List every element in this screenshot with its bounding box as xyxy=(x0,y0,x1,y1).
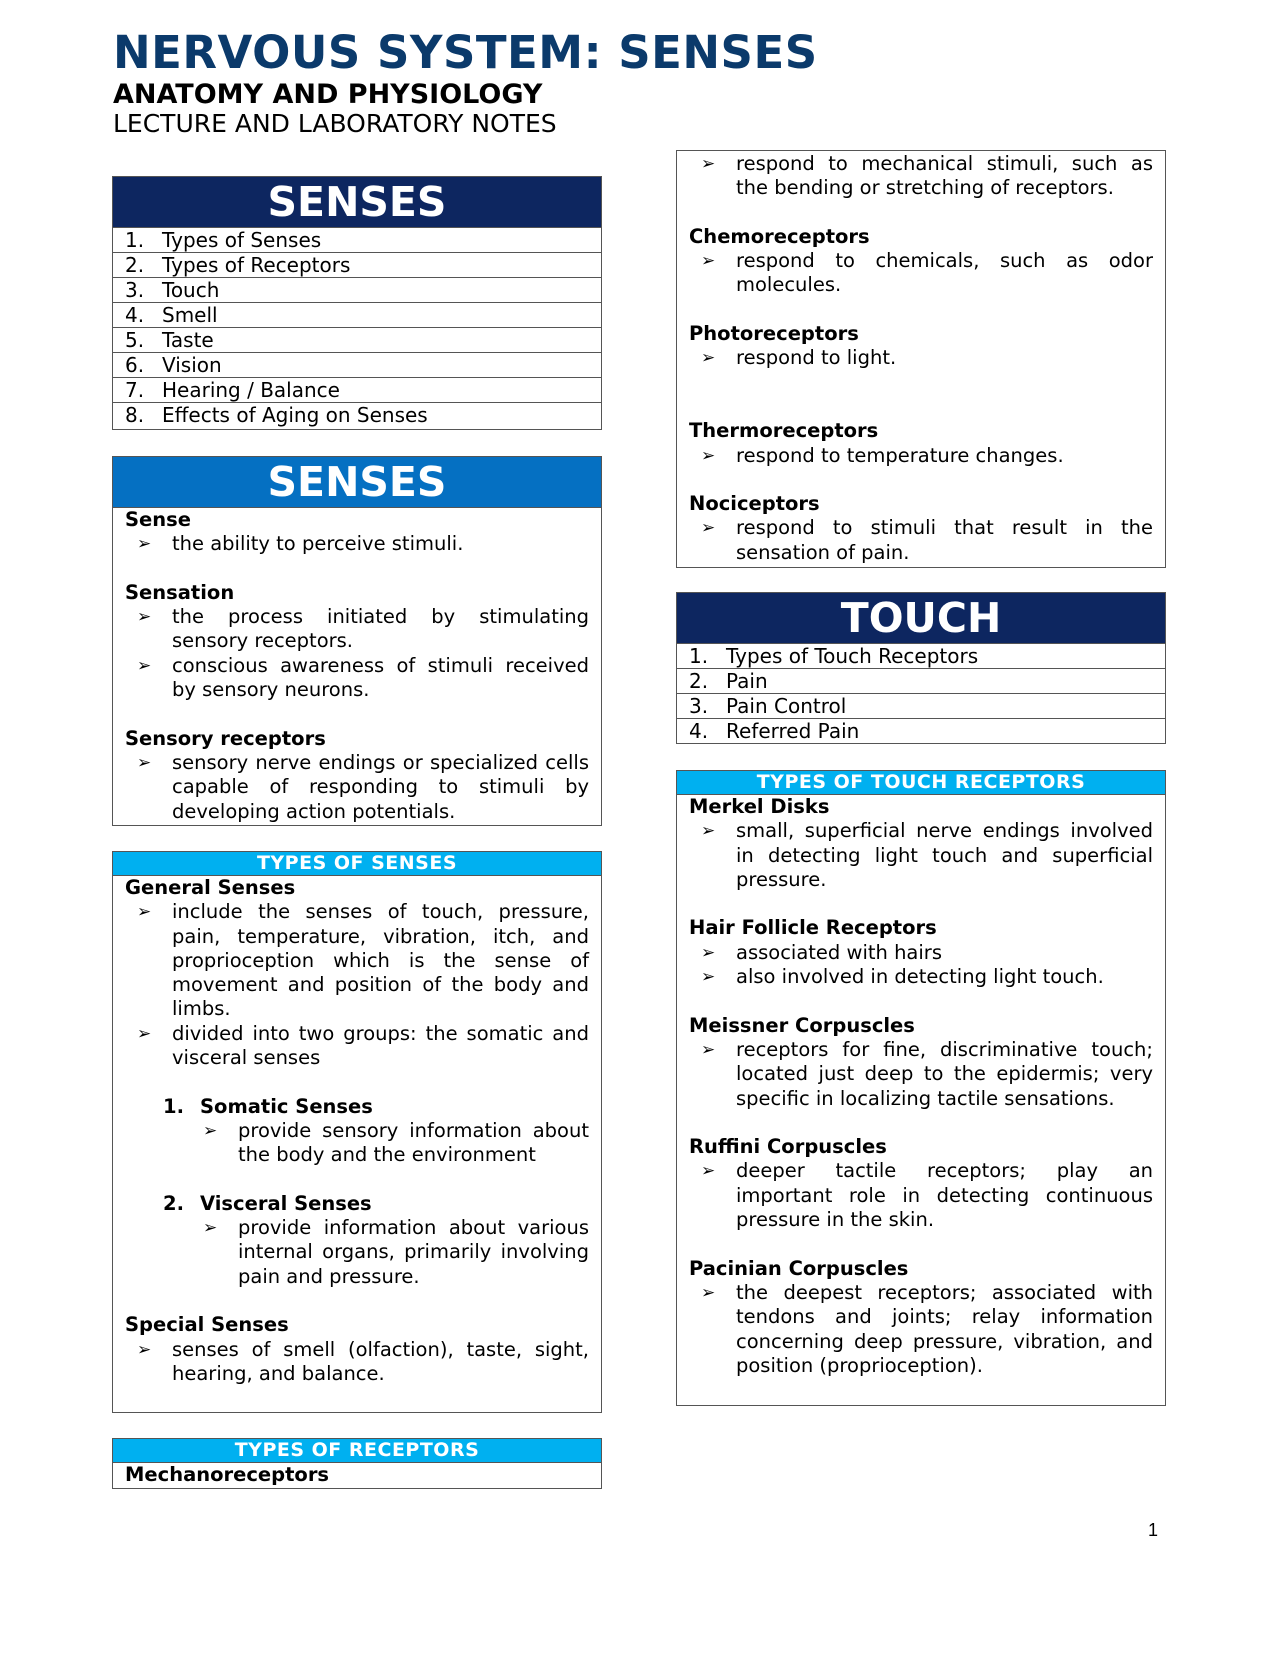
touch-toc-list xyxy=(677,643,1165,743)
toc-item: 3. Pain Control xyxy=(677,693,1165,718)
bullet-item: ➢ senses of smell (olfaction), taste, sight, hearing, and balance. xyxy=(137,1337,589,1385)
senses-definition-box xyxy=(112,456,602,826)
types-of-senses-content xyxy=(113,876,601,1386)
arrow-bullet-icon: ➢ xyxy=(701,1282,716,1303)
bullet-item: ➢ the ability to perceive stimuli. xyxy=(137,532,464,556)
toc-item: 4. Referred Pain xyxy=(677,718,1165,743)
senses-definition-content xyxy=(113,508,601,824)
term-hair-follicle-receptors: Hair Follicle Receptors xyxy=(689,916,937,940)
senses-toc-title: SENSES xyxy=(113,177,601,227)
bullet-item: ➢ provide information about various internal organs, primarily involving pain and pressure. xyxy=(203,1216,589,1288)
bullet-item: ➢ include the senses of touch, pressure, pain, temperature, vibration, itch, and proprioception which is the sense of movement and position of the body and limbs. xyxy=(137,900,589,1021)
page-number: 1 xyxy=(1148,1520,1159,1540)
types-of-touch-receptors-title: TYPES OF TOUCH RECEPTORS xyxy=(677,771,1165,795)
page-subtitle-2: LECTURE AND LABORATORY NOTES xyxy=(113,109,557,138)
term-thermoreceptors: Thermoreceptors xyxy=(689,419,879,443)
toc-item: 2. Pain xyxy=(677,668,1165,693)
bullet-item: ➢ provide sensory information about the body and the environment xyxy=(203,1118,589,1167)
bullet-item: ➢ receptors for fine, discriminative touch; located just deep to the epidermis; very specific in localizing tactile sensations. xyxy=(701,1037,1153,1110)
toc-item: 1. Types of Senses xyxy=(113,227,601,252)
arrow-bullet-icon: ➢ xyxy=(701,1039,716,1060)
bullet-item: ➢ the process initiated by stimulating sensory receptors. xyxy=(137,605,589,653)
arrow-bullet-icon: ➢ xyxy=(137,655,152,676)
arrow-bullet-icon: ➢ xyxy=(137,1023,152,1044)
arrow-bullet-icon: ➢ xyxy=(137,1339,152,1360)
touch-toc-title: TOUCH xyxy=(677,593,1165,643)
term-photoreceptors: Photoreceptors xyxy=(689,322,859,346)
bullet-item: ➢ sensory nerve endings or specialized cells capable of responding to stimuli by developing action potentials. xyxy=(137,750,589,823)
arrow-bullet-icon: ➢ xyxy=(701,821,716,842)
toc-item: 7. Hearing / Balance xyxy=(113,377,601,402)
bullet-item: ➢ respond to temperature changes. xyxy=(701,443,1064,467)
types-of-senses-title: TYPES OF SENSES xyxy=(113,852,601,876)
bullet-item: ➢ deeper tactile receptors; play an important role in detecting continuous pressure in the skin. xyxy=(701,1159,1153,1232)
arrow-bullet-icon: ➢ xyxy=(203,1120,218,1141)
arrow-bullet-icon: ➢ xyxy=(701,967,716,988)
types-of-receptors-continued-box xyxy=(676,150,1166,568)
arrow-bullet-icon: ➢ xyxy=(701,518,716,539)
bullet-item: ➢ conscious awareness of stimuli received by sensory neurons. xyxy=(137,653,589,702)
toc-item: 3. Touch xyxy=(113,277,601,302)
toc-item: 8. Effects of Aging on Senses xyxy=(113,402,601,427)
arrow-bullet-icon: ➢ xyxy=(701,154,716,174)
bullet-item: ➢ respond to light. xyxy=(701,346,897,370)
arrow-bullet-icon: ➢ xyxy=(701,1161,716,1182)
types-of-receptors-box xyxy=(112,1438,602,1489)
arrow-bullet-icon: ➢ xyxy=(701,348,716,369)
bullet-item: ➢ respond to chemicals, such as odor molecules. xyxy=(701,249,1153,297)
arrow-bullet-icon: ➢ xyxy=(137,902,152,923)
arrow-bullet-icon: ➢ xyxy=(701,942,716,963)
toc-item: 4. Smell xyxy=(113,302,601,327)
term-ruffini-corpuscles: Ruffini Corpuscles xyxy=(689,1135,887,1159)
term-sense: Sense xyxy=(125,508,191,531)
arrow-bullet-icon: ➢ xyxy=(137,534,152,555)
types-of-senses-box xyxy=(112,851,602,1413)
bullet-item: ➢ respond to stimuli that result in the sensation of pain. xyxy=(701,516,1153,564)
term-chemoreceptors: Chemoreceptors xyxy=(689,224,870,248)
arrow-bullet-icon: ➢ xyxy=(137,607,152,628)
term-pacinian-corpuscles: Pacinian Corpuscles xyxy=(689,1256,909,1280)
term-merkel-disks: Merkel Disks xyxy=(689,795,830,818)
toc-item: 1. Types of Touch Receptors xyxy=(677,643,1165,668)
senses-toc-list xyxy=(113,227,601,427)
types-of-touch-receptors-box xyxy=(676,770,1166,1406)
types-of-receptors-title: TYPES OF RECEPTORS xyxy=(113,1439,601,1463)
term-special-senses: Special Senses xyxy=(125,1313,289,1337)
term-meissner-corpuscles: Meissner Corpuscles xyxy=(689,1013,915,1037)
numbered-item-visceral: 2. Visceral Senses xyxy=(163,1191,372,1215)
bullet-item: ➢ also involved in detecting light touch. xyxy=(701,965,1104,989)
term-nociceptors: Nociceptors xyxy=(689,492,820,516)
page-subtitle: ANATOMY AND PHYSIOLOGY xyxy=(113,79,543,110)
arrow-bullet-icon: ➢ xyxy=(701,251,716,272)
bullet-item: ➢ divided into two groups: the somatic and visceral senses xyxy=(137,1021,589,1070)
senses-definition-title: SENSES xyxy=(113,457,601,508)
bullet-item: ➢ the deepest receptors; associated with tendons and joints; relay information concerning deep pressure, vibration, and position (proprioception). xyxy=(701,1280,1153,1377)
term-sensation: Sensation xyxy=(125,580,235,604)
bullet-item: ➢ respond to mechanical stimuli, such as the bending or stretching of receptors. xyxy=(701,152,1153,200)
arrow-bullet-icon: ➢ xyxy=(701,445,716,466)
toc-item: 6. Vision xyxy=(113,352,601,377)
term-sensory-receptors: Sensory receptors xyxy=(125,726,326,750)
numbered-item-somatic: 1. Somatic Senses xyxy=(163,1094,373,1118)
arrow-bullet-icon: ➢ xyxy=(203,1218,218,1239)
page-header xyxy=(113,26,818,138)
page-title: NERVOUS SYSTEM: SENSES xyxy=(113,26,818,79)
toc-item: 5. Taste xyxy=(113,327,601,352)
touch-toc-box xyxy=(676,592,1166,744)
arrow-bullet-icon: ➢ xyxy=(137,752,152,773)
term-general-senses: General Senses xyxy=(125,876,296,899)
toc-item: 2. Types of Receptors xyxy=(113,252,601,277)
term-mechanoreceptors: Mechanoreceptors xyxy=(125,1463,330,1486)
senses-toc-box xyxy=(112,176,602,430)
bullet-item: ➢ small, superficial nerve endings involved in detecting light touch and superficial pressure. xyxy=(701,819,1153,891)
bullet-item: ➢ associated with hairs xyxy=(701,940,942,964)
